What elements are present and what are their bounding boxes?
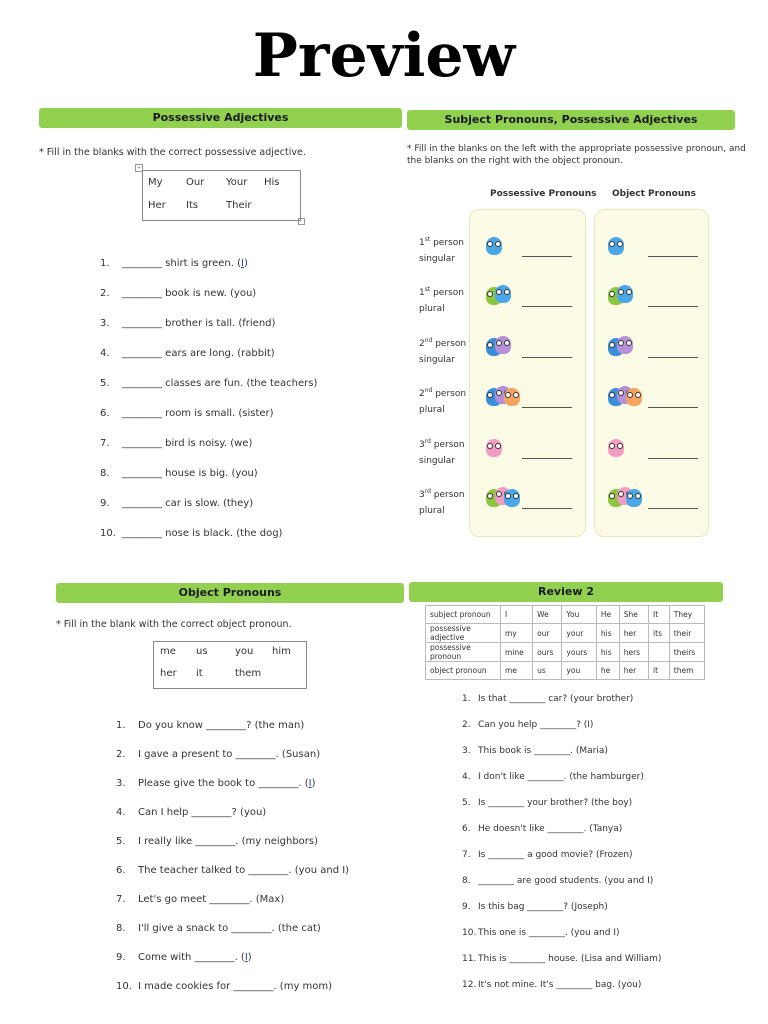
table-resize-handle[interactable] (298, 218, 305, 225)
word-box-item: it (196, 668, 203, 679)
question-item: 4. Can I help ________? (you) (116, 807, 267, 818)
question-item: 6. The teacher talked to ________. (you and I) (116, 865, 350, 876)
owl-icon (608, 439, 624, 457)
object-pronouns-header: Object Pronouns (56, 583, 404, 603)
possessive-pronoun-blank[interactable] (522, 256, 572, 257)
object-pronoun-blank[interactable] (648, 256, 698, 257)
object-pronouns-panel (594, 209, 709, 537)
person-row-label: 2nd person singular (419, 336, 467, 365)
owl-icon (617, 336, 633, 354)
subject-pronouns-instruction: * Fill in the blanks on the left with the appropriate possessive pronoun, and the blanks on the right with the object pronoun. (407, 144, 746, 166)
question-item: 10. ________ nose is black. (the dog) (100, 528, 283, 539)
owl-icon (626, 388, 642, 406)
question-item: 9. Is this bag ________? (Joseph) (462, 902, 608, 912)
word-box-item: you (235, 646, 254, 657)
question-item: 7. ________ bird is noisy. (we) (100, 438, 253, 449)
person-row-label: 2nd person plural (419, 387, 467, 416)
owl-icon (495, 336, 511, 354)
review2-pronoun-table (425, 605, 705, 680)
word-box-item: My (148, 177, 163, 188)
object-pronoun-blank[interactable] (648, 407, 698, 408)
object-pronouns-word-box (153, 641, 307, 689)
question-item: 7. Is ________ a good movie? (Frozen) (462, 850, 633, 860)
question-item: 8. I'll give a snack to ________. (the cat) (116, 923, 321, 934)
possessive-pronoun-blank[interactable] (522, 458, 572, 459)
word-box-item: Its (186, 200, 199, 211)
question-item: 9. ________ car is slow. (they) (100, 498, 254, 509)
object-pronoun-blank[interactable] (648, 306, 698, 307)
table-row: possessive pronoun mine ours yours his hers theirs (426, 643, 705, 662)
word-box-item: us (196, 646, 208, 657)
table-move-handle-icon[interactable]: + (136, 165, 142, 171)
question-item: 8. ________ are good students. (you and I) (462, 876, 654, 886)
question-item: 3. Please give the book to ________. (I) (116, 778, 316, 789)
word-box-item: her (160, 668, 177, 679)
object-pronouns-column-label: Object Pronouns (612, 189, 697, 199)
table-row: subject pronoun I We You He She It They (426, 606, 705, 624)
question-item: 2. ________ book is new. (you) (100, 288, 257, 299)
question-item: 3. ________ brother is tall. (friend) (100, 318, 276, 329)
question-item: 11. This is ________ house. (Lisa and William) (462, 954, 662, 964)
person-row-label: 3rd person plural (419, 488, 465, 516)
possessive-pronouns-column-label: Possessive Pronouns (490, 189, 597, 199)
possessive-pronoun-blank[interactable] (522, 306, 572, 307)
word-box-item: them (235, 668, 262, 679)
possessive-pronoun-blank[interactable] (522, 508, 572, 509)
word-box-item: him (272, 646, 291, 657)
possessive-adjectives-word-box (142, 170, 301, 221)
owl-icon (486, 237, 502, 255)
word-box-item: Your (226, 177, 248, 188)
question-item: 5. I really like ________. (my neighbors) (116, 836, 319, 847)
object-pronouns-instruction: * Fill in the blank with the correct object pronoun. (56, 619, 292, 630)
question-item: 1. Do you know ________? (the man) (116, 720, 305, 731)
question-item: 12. It's not mine. It's ________ bag. (you) (462, 980, 642, 990)
word-box-item: me (160, 646, 176, 657)
word-box-item: His (264, 177, 280, 188)
possessive-adjectives-header: Possessive Adjectives (39, 108, 402, 128)
question-item: 4. I don't like ________. (the hamburger) (462, 772, 644, 782)
person-row-label: 1st person singular (419, 236, 464, 264)
possessive-pronoun-blank[interactable] (522, 357, 572, 358)
question-item: 3. This book is ________. (Maria) (462, 746, 608, 756)
object-pronoun-blank[interactable] (648, 357, 698, 358)
owl-icon (504, 388, 520, 406)
owl-icon (617, 285, 633, 303)
question-item: 6. He doesn't like ________. (Tanya) (462, 824, 623, 834)
question-item: 6. ________ room is small. (sister) (100, 408, 274, 419)
object-pronoun-blank[interactable] (648, 508, 698, 509)
owl-icon (608, 237, 624, 255)
question-item: 10. This one is ________. (you and I) (462, 928, 620, 938)
question-item: 8. ________ house is big. (you) (100, 468, 258, 479)
question-item: 10. I made cookies for ________. (my mom) (116, 981, 333, 992)
question-item: 7. Let's go meet ________. (Max) (116, 894, 285, 905)
possessive-adjectives-instruction: * Fill in the blanks with the correct possessive adjective. (39, 147, 306, 158)
table-row: possessive adjective my our your his her its their (426, 624, 705, 643)
owl-icon (626, 489, 642, 507)
word-box-item: Their (226, 200, 252, 211)
question-item: 9. Come with ________. (I) (116, 952, 252, 963)
person-row-label: 3rd person singular (419, 437, 465, 466)
question-item: 4. ________ ears are long. (rabbit) (100, 348, 275, 359)
subject-pronouns-header: Subject Pronouns, Possessive Adjectives (407, 110, 735, 130)
question-item: 1. ________ shirt is green. (I) (100, 258, 248, 269)
object-pronoun-blank[interactable] (648, 458, 698, 459)
question-item: 5. Is ________ your brother? (the boy) (462, 798, 633, 808)
question-item: 2. I gave a present to ________. (Susan) (116, 749, 321, 760)
owl-icon (486, 439, 502, 457)
question-item: 5. ________ classes are fun. (the teachers) (100, 378, 318, 389)
question-item: 1. Is that ________ car? (your brother) (462, 694, 634, 704)
review2-header: Review 2 (409, 582, 723, 602)
table-row: object pronoun me us you he her it them (426, 662, 705, 680)
word-box-item: Her (148, 200, 166, 211)
possessive-pronouns-panel (469, 209, 586, 537)
page-title: Preview (252, 21, 516, 91)
possessive-pronoun-blank[interactable] (522, 407, 572, 408)
question-item: 2. Can you help ________? (I) (462, 720, 594, 730)
owl-icon (504, 489, 520, 507)
word-box-item: Our (186, 177, 205, 188)
person-row-label: 1st person plural (419, 286, 464, 315)
owl-icon (495, 285, 511, 303)
